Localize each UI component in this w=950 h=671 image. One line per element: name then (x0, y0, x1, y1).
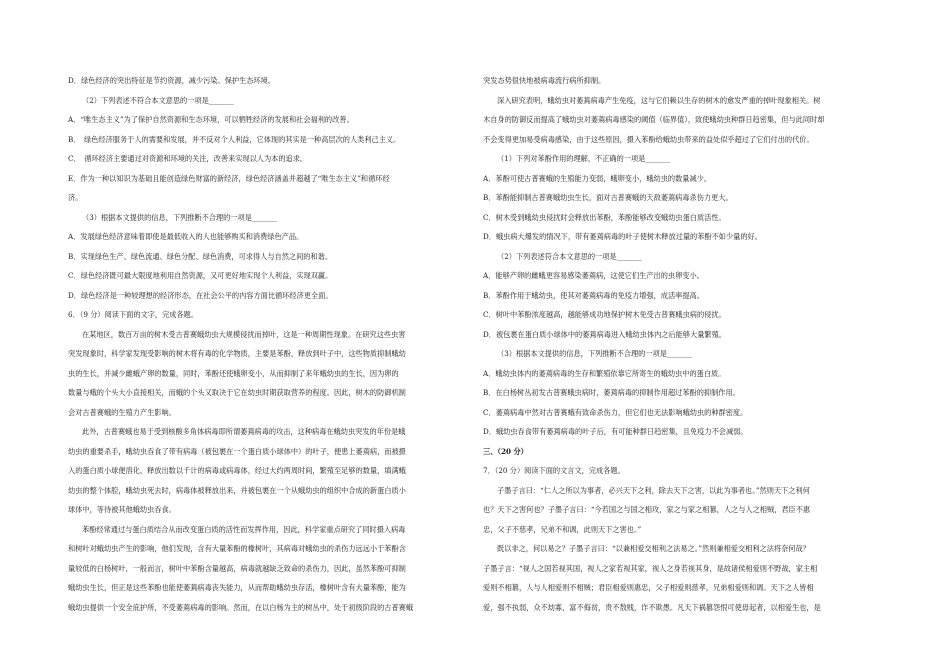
left-text-line: 在某地区，数百万亩的树木受古普赛蛾幼虫大规模侵扰而掉叶，这是一种周期性现象。在研究这些虫害 (82, 329, 406, 339)
right-text-line: 忠，父子不慈孝，兄弟不和调，此则天下之害也。” (483, 524, 642, 534)
right-text-line: 木自身的防御反而提高了蛾幼虫对萎蔫病毒感染的阈值（临界值），致使蛾幼虫种群日趋密集，但与此同时却 (483, 115, 825, 124)
left-text-line: C． 循环经济主要通过对资源和环境的关注，改善来实现以人为本的追求。 (68, 154, 308, 163)
right-text-line: C．树木受到蛾幼虫侵扰时会释放出苯酚，苯酚能够改变蛾幼虫蛋白质活性。 (483, 212, 726, 222)
right-text-line: B．苯酚能抑制古普赛蛾幼虫生长，面对古普赛蛾的天敌萎蔫病毒杀伤力更大。 (483, 193, 733, 202)
right-text-line: （1）下列对苯酚作用的理解，不正确的一项是_______ (497, 154, 671, 163)
right-text-line: C．树叶中苯酚浓度越高，越能够成功地保护树木免受古普赛蛾虫病的侵扰。 (483, 310, 726, 319)
left-text-line: 入的蛋白质小球便溶化，释放出数以千计的病毒或病毒体，经过大约两周时间，繁殖至足够的数量，填满蛾 (68, 466, 406, 475)
right-text-line: 7．（20 分）阅读下面的文言文，完成各题。 (483, 466, 625, 475)
left-text-line: B．实现绿色生产、绿色流通、绿色分配、绿色消费，可求得人与自然之间的和谐。 (68, 251, 333, 261)
right-text-line: D．蛾幼虫吞食带有萎蔫病毒的叶子后，有可能种群日趋密集，且免疫力不会减弱。 (483, 427, 748, 436)
left-text-line: 球体中，等待被其他蛾幼虫吞食。 (68, 505, 176, 514)
left-text-line: 6．（9 分）阅读下面的文字，完成各题。 (68, 310, 199, 319)
left-text-line: A．发展绿色经济意味着即使是最低收入的人也能够购买和消费绿色产品。 (68, 232, 304, 241)
right-text-line: D．被包裹在蛋白质小球体中的萎蔫病毒进入蛾幼虫体内之后能够大量繁殖。 (483, 329, 726, 339)
left-text-line: 数量与蛾的个头大小直接相关，而蛾的个头又取决于它在幼虫时期获取营养的程度。因此，树木的防御机制 (68, 388, 406, 397)
left-text-line: 突发现象时，科学家发现受影响的树木将有毒的化学物质，主要是苯酚，释放到叶子中，这些物质抑制蛾幼 (68, 349, 406, 358)
left-text-line: 济。 (68, 193, 83, 202)
left-text-line: （3）根据本文提供的信息，下列推断不合理的一项是_______ (82, 212, 278, 222)
left-text-line: 虫的生长，并减少雌蛾产卵的数量，同时，苯酚还使蛾卵变小，从而抑制了来年蛾幼虫的生长，因为卵的 (68, 368, 399, 378)
right-text-line: D．蛾虫病大爆发的情况下，带有萎蔫病毒的叶子使树木释放过量的苯酚不如少量的好。 (483, 232, 762, 241)
left-text-line: C．绿色经济既可最大限度地利用自然资源，又可更好地实现个人利益，实现双赢。 (68, 271, 333, 280)
left-text-line: 苯酚经常通过与蛋白质结合从而改变蛋白质的活性而发挥作用，因此，科学家重点研究了同时摄入病毒 (82, 524, 406, 534)
right-text-line: 子墨子言：“视人之国若视其国，视人之家若视其家，视人之身若视其身，是故诸侯相爱则不野战，家主相 (483, 563, 818, 573)
right-text-line: （3）根据本文提供的信息，下列推断不合理的一项是_______ (497, 349, 693, 358)
left-text-line: 幼虫的整个体腔，蛾幼虫死去时，病毒体被释放出来，并被包裹在一个从蛾幼虫的组织中合成的新蛋白质小 (68, 485, 406, 495)
right-text-line: A．能够产卵的雌蛾更容易感染萎蔫病，这使它们生产出的虫卵变小。 (483, 271, 704, 280)
right-text-line: 不会变得更加易受病毒感染，由于这些原因，摄入苯酚给蛾幼虫带来的益处似乎超过了它们付出的代价。 (483, 134, 814, 144)
right-text-line: A．苯酚可使古普赛蛾的生殖能力变弱，蛾卵变小，蛾幼虫的数量减少。 (483, 173, 712, 183)
right-column (483, 71, 893, 617)
left-text-line: 蛾幼虫提供一个安全庇护所，不受萎蔫病毒的影响。然而，在以白杨为主的树丛中，处于初级阶段的古普赛蛾 (68, 602, 414, 612)
left-text-line: （2）下列表述不符合本文意思的一项是_______ (82, 95, 234, 105)
right-text-line: 子墨子言曰：“仁人之所以为事者，必兴天下之利，除去天下之害，以此为事者也。”然则天下之利何 (497, 485, 810, 495)
left-text-line: 幼虫的重要杀手，蛾幼虫吞食了带有病毒（被包裹在一个蛋白质小球体中）的叶子，便患上萎蔫病，而被摄 (68, 446, 406, 456)
right-text-line: 爱则不相篡，人与人相爱则不相贼；君臣相爱则惠忠，父子相爱则慈孝，兄弟相爱则和调。天下之人皆相 (483, 583, 814, 592)
right-text-line: （2）下列表述符合本文意思的一项是_______ (497, 251, 642, 261)
left-text-line: 和树叶对蛾幼虫产生的影响，他们发现，含有大量苯酚的橡树叶，其病毒对蛾幼虫的杀伤力远远小于苯酚含 (68, 544, 406, 553)
right-text-line: 突发态势很快地被病毒流行病所抑制。 (483, 76, 606, 85)
left-text-line: A．“唯生态主义”为了保护自然资源和生态环境，可以牺牲经济的发展和社会福利的改善。 (68, 115, 354, 124)
left-column (68, 71, 478, 617)
right-text-line: B．苯酚作用于蛾幼虫，使其对萎蔫病毒的免疫力增强，成活率提高。 (483, 290, 704, 300)
left-text-line: D．绿色经济的突出特征是节约资源，减少污染、保护生态环境。 (68, 76, 276, 85)
left-text-line: D．绿色经济是一种较理想的经济形态，在社会公平的内容方面比循环经济更全面。 (68, 290, 333, 300)
right-text-line: 爱，强不执弱，众不劫寡，富不侮贫，贵不敖贱，诈不欺愚。凡天下祸篡怨恨可使毋起者，以相爱生也，是 (483, 602, 821, 612)
left-text-line: 此外，古普赛蛾也易于受到核酸多角体病毒即所谓萎蔫病毒的攻击，这种病毒在蛾幼虫突发的年份是蛾 (82, 427, 406, 436)
left-text-line: 量较低的白杨树叶，一般而言，树叶中苯酚含量越高，病毒就越缺乏致命的杀伤力，因此，虽然苯酚可抑制 (68, 563, 406, 573)
right-text-line: 既以非之，何以易之？子墨子言曰：“以兼相爱交相利之法易之。”然则兼相爱交相利之法将奈何哉？ (497, 544, 810, 553)
right-text-line: 深入研究表明，蛾幼虫对萎蔫病毒产生免疫，这与它们赖以生存的树木的愈发严重的掉叶现象相关。树 (497, 95, 821, 105)
right-text-line: 也？天下之害何也？子墨子言曰：“今若国之与国之相攻，家之与家之相篡，人之与人之相贼，君臣不惠 (483, 505, 811, 514)
left-text-line: 蛾幼虫生长，但正是这些苯酚也能使萎蔫病毒丧失能力，从而帮助蛾幼虫存活，橡树叶含有大量苯酚，能为 (68, 583, 406, 592)
left-text-line: B． 绿色经济服务于人的需要和发展，并不反对个人利益，它体现的其实是一种高层次的人类利己主义。 (68, 134, 401, 144)
right-text-line: 三、（20 分） (483, 446, 528, 456)
right-text-line: C．萎蔫病毒中然对古普赛蛾有致命杀伤力，但它们也无法影响蛾幼虫的种群密度。 (483, 407, 748, 417)
left-text-line: 会对古普赛蛾的生殖力产生影响。 (68, 407, 176, 417)
left-text-line: E．作为一种以知识为基础且能创造绿色财富的新经济，绿色经济涵盖并超越了“唯生态主义”和循环经 (68, 173, 390, 183)
right-text-line: A．蛾幼虫体内的萎蔫病毒的生存和繁殖依靠它所寄生的蛾幼虫中的蛋白质。 (483, 368, 726, 378)
right-text-line: B．在白杨树丛初发古普赛蛾虫病时，萎蔫病毒的抑制作用超过苯酚的抑制作用。 (483, 388, 740, 397)
